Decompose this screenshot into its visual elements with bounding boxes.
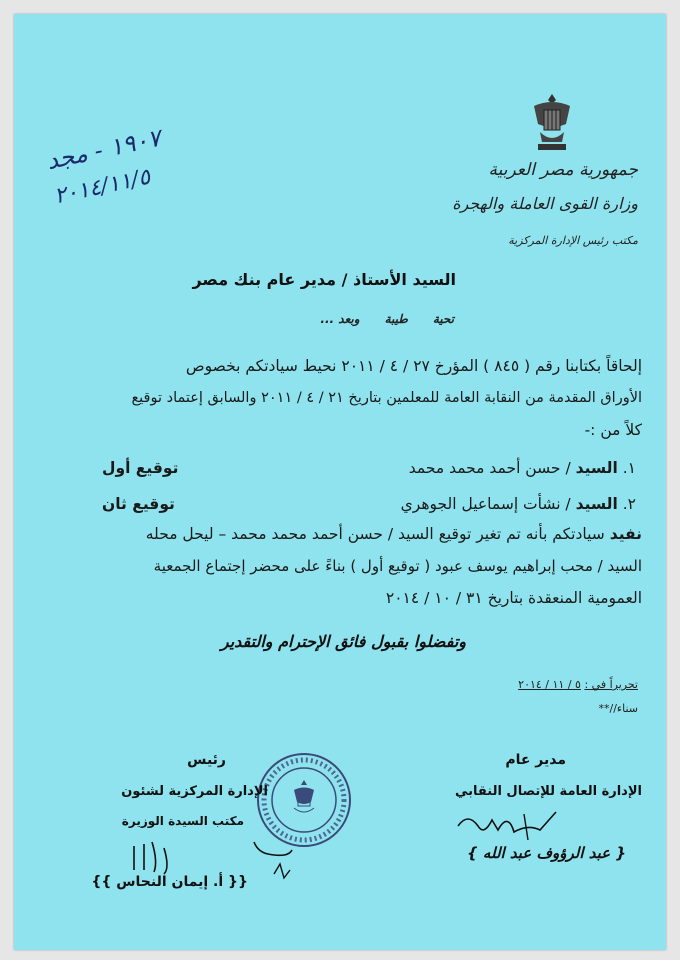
signer-role: توقيع أول bbox=[102, 459, 179, 477]
greeting-line: تحية طيبة وبعد ... bbox=[320, 312, 454, 326]
eagle-emblem-icon bbox=[530, 92, 574, 154]
signer-title: السيد bbox=[575, 495, 618, 513]
letterhead-ministry: وزارة القوى العاملة والهجرة bbox=[452, 194, 638, 213]
sig-right-name: { عبد الرؤوف عبد الله } bbox=[467, 844, 626, 862]
body-line: الأوراق المقدمة من النقابة العامة للمعلمين بتاريخ ٢١ / ٤ / ٢٠١١ والسابق إعتماد توقيع bbox=[131, 390, 642, 406]
signer-title: السيد bbox=[575, 459, 618, 477]
body-line: العمومية المنعقدة بتاريخ ٣١ / ١٠ / ٢٠١٤ bbox=[385, 589, 642, 607]
body-line bbox=[42, 518, 642, 550]
sig-left-title: رئيس bbox=[187, 752, 226, 768]
body-paragraph-1 bbox=[42, 350, 642, 446]
sig-left-dept: الإدارة المركزية لشئون bbox=[121, 784, 268, 799]
document-page bbox=[14, 14, 666, 950]
receipt-number: ١٩٠٧ - مجد bbox=[44, 123, 164, 176]
signer-number: ٢. bbox=[622, 495, 636, 513]
letterhead-office: مكتب رئيس الإدارة المركزية bbox=[508, 234, 638, 247]
sig-right-dept: الإدارة العامة للإتصال النقابي bbox=[454, 784, 642, 799]
footer-date bbox=[438, 678, 638, 691]
receipt-date: ٢٠١٤/١١/٥ bbox=[51, 164, 153, 210]
body-paragraph-2 bbox=[42, 518, 642, 614]
recipient-line: السيد الأستاذ / مدير عام بنك مصر bbox=[192, 270, 456, 289]
letterhead-country: جمهورية مصر العربية bbox=[488, 160, 638, 180]
signer-row bbox=[76, 488, 636, 518]
handwritten-receipt-note bbox=[44, 119, 204, 256]
body-line: السيد / محب إبراهيم يوسف عبود ( توقيع أول ) بناءً على محضر إجتماع الجمعية bbox=[153, 557, 642, 575]
signer-name: / حسن أحمد محمد محمد bbox=[408, 459, 571, 477]
letterhead bbox=[438, 92, 638, 262]
closing-line: وتفضلوا بقبول فائق الإحترام والتقدير bbox=[220, 632, 466, 651]
body-line: إلحاقاً بكتابنا رقم ( ٨٤٥ ) المؤرخ ٢٧ / ٤ / ٢٠١١ نحيط سيادتكم بخصوص bbox=[185, 357, 642, 375]
body-line: كلاً من :- bbox=[584, 421, 642, 439]
sig-right-title: مدير عام bbox=[505, 752, 566, 768]
para-lead-word: نفيد bbox=[609, 525, 642, 543]
sig-left-name: {{ أ. إيمان النحاس }} bbox=[91, 874, 248, 890]
date-value: ٥ / ١١ / ٢٠١٤ bbox=[518, 678, 581, 691]
signer-role: توقيع ثان bbox=[102, 495, 175, 513]
sig-right-signature bbox=[454, 804, 564, 844]
body-line-text: سيادتكم بأنه تم تغير توقيع السيد / حسن أحمد محمد محمد – ليحل محله bbox=[145, 525, 605, 543]
signer-number: ١. bbox=[622, 459, 636, 477]
signer-row bbox=[76, 452, 636, 482]
signer-name: / نشأت إسماعيل الجوهري bbox=[400, 495, 571, 513]
footer-ref-code: سناء//** bbox=[598, 702, 638, 715]
sig-left-office: مكتب السيدة الوزيرة bbox=[121, 814, 244, 828]
date-label: تحريراً في : bbox=[584, 678, 638, 691]
